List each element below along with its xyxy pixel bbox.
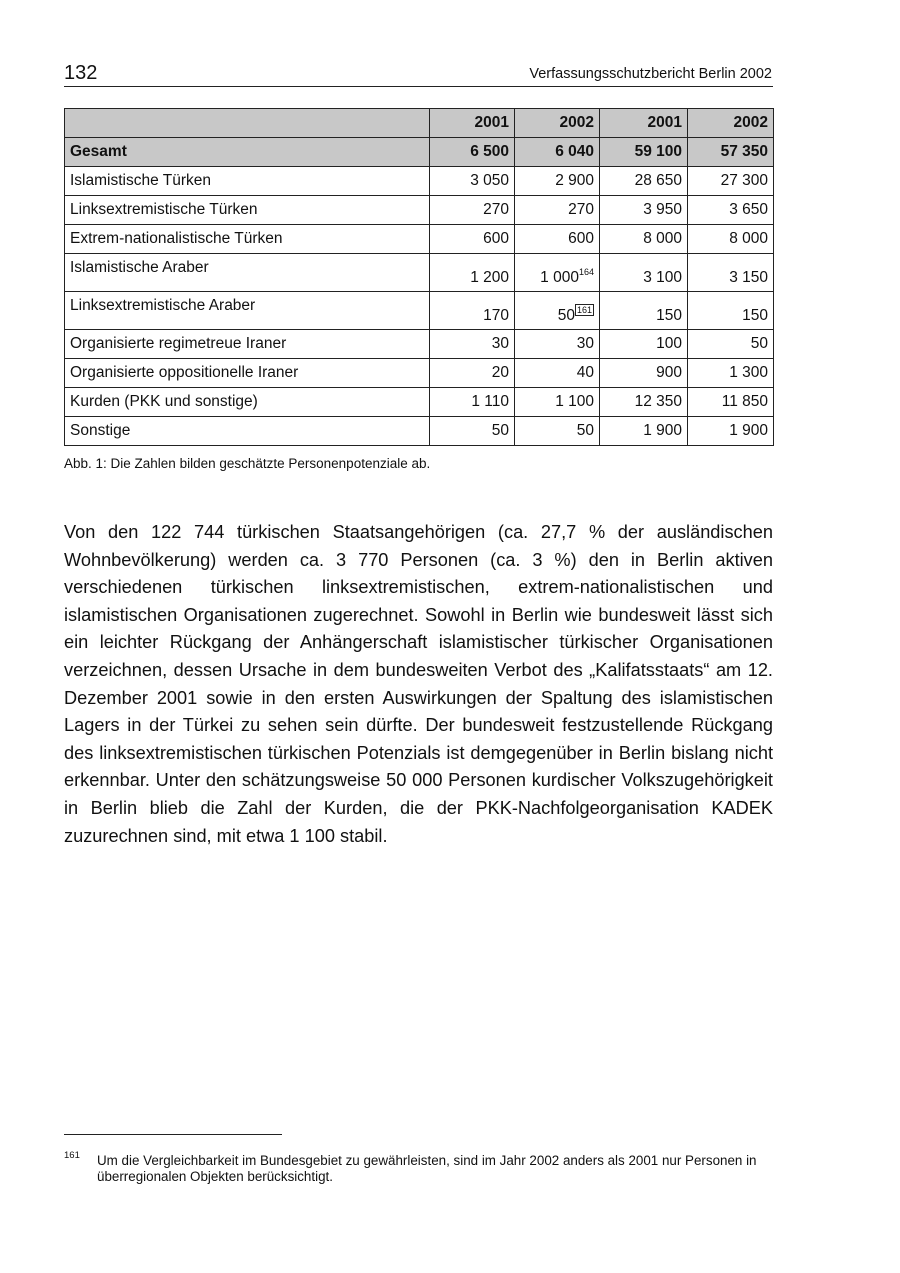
value-text: 50 — [557, 307, 575, 324]
value-cell: 8 000 — [688, 225, 774, 254]
header-empty-cell — [65, 109, 430, 138]
row-label: Organisierte regimetreue Iraner — [65, 330, 430, 359]
personenpotenziale-table — [64, 108, 774, 446]
value-cell: 270 — [430, 196, 515, 225]
row-label: Sonstige — [65, 417, 430, 446]
value-cell: 270 — [515, 196, 600, 225]
value-cell: 8 000 — [600, 225, 688, 254]
footnote-text: Um die Vergleichbarkeit im Bundesgebiet zu gewährleisten, sind im Jahr 2002 anders als 2001 nur Personen in überregionalen Objekten berücksichtigt. — [97, 1153, 757, 1184]
table-row — [65, 388, 774, 417]
footnote-number: 161 — [64, 1150, 80, 1161]
value-cell: 3 150 — [688, 254, 774, 292]
value-cell: 600 — [430, 225, 515, 254]
value-cell: 50 — [515, 417, 600, 446]
value-cell: 40 — [515, 359, 600, 388]
header-year-cell: 2001 — [600, 109, 688, 138]
table-header-row — [65, 109, 774, 138]
value-cell: 1 110 — [430, 388, 515, 417]
table-row — [65, 167, 774, 196]
value-cell: 11 850 — [688, 388, 774, 417]
row-label: Islamistische Türken — [65, 167, 430, 196]
value-cell: 1 200 — [430, 254, 515, 292]
value-cell-with-footnote — [515, 254, 600, 292]
value-cell: 27 300 — [688, 167, 774, 196]
table-row — [65, 330, 774, 359]
row-label: Linksextremistische Araber — [65, 292, 430, 330]
value-cell: 170 — [430, 292, 515, 330]
value-cell: 100 — [600, 330, 688, 359]
value-cell: 6 500 — [430, 138, 515, 167]
value-cell-with-footnote — [515, 292, 600, 330]
value-cell: 600 — [515, 225, 600, 254]
table-row — [65, 225, 774, 254]
row-label: Linksextremistische Türken — [65, 196, 430, 225]
value-cell: 50 — [430, 417, 515, 446]
value-cell: 2 900 — [515, 167, 600, 196]
value-cell: 1 100 — [515, 388, 600, 417]
running-title: Verfassungsschutzbericht Berlin 2002 — [529, 66, 772, 82]
value-cell: 3 050 — [430, 167, 515, 196]
row-label: Extrem-nationalistische Türken — [65, 225, 430, 254]
table-row — [65, 292, 774, 330]
header-rule — [64, 86, 773, 87]
value-cell: 6 040 — [515, 138, 600, 167]
value-cell: 30 — [515, 330, 600, 359]
value-cell: 12 350 — [600, 388, 688, 417]
value-cell: 1 900 — [600, 417, 688, 446]
value-cell: 28 650 — [600, 167, 688, 196]
row-label: Organisierte oppositionelle Iraner — [65, 359, 430, 388]
value-cell: 50 — [688, 330, 774, 359]
value-text: 1 000 — [540, 269, 579, 286]
value-cell: 150 — [600, 292, 688, 330]
page-number: 132 — [64, 62, 98, 84]
row-label: Kurden (PKK und sonstige) — [65, 388, 430, 417]
figure-caption: Abb. 1: Die Zahlen bilden geschätzte Personenpotenziale ab. — [64, 456, 431, 471]
footnote-rule — [64, 1134, 282, 1135]
table-row — [65, 359, 774, 388]
value-cell: 900 — [600, 359, 688, 388]
header-year-cell: 2001 — [430, 109, 515, 138]
footnote-mark: 164 — [578, 267, 594, 277]
value-cell: 1 300 — [688, 359, 774, 388]
value-cell: 3 100 — [600, 254, 688, 292]
table-row — [65, 417, 774, 446]
value-cell: 3 650 — [688, 196, 774, 225]
value-cell: 59 100 — [600, 138, 688, 167]
row-label: Gesamt — [65, 138, 430, 167]
body-paragraph: Von den 122 744 türkischen Staatsangehörigen (ca. 27,7 % der ausländischen Wohnbevölkerung) werden ca. 3 770 Personen (ca. 3 %) den in Berlin aktiven verschiedenen türkischen linksextremistischen, extrem-nationalistischen und islamistischen Organisationen zugerechnet. Sowohl in Berlin wie bundesweit lässt sich ein leichter Rückgang der Anhängerschaft islamistischer türkischer Organisationen verzeichnen, dessen Ursache in dem bundesweiten Verbot des „Kalifatsstaats“ am 12. Dezember 2001 sowie in den ersten Auswirkungen der Spaltung des islamistischen Lagers in der Türkei zu sehen sein dürfte. Der bundesweit festzustellende Rückgang des linksextremistischen türkischen Potenzials ist demgegenüber in Berlin bislang nicht erkennbar. Unter den schätzungsweise 50 000 Personen kurdischer Volkszugehörigkeit in Berlin blieb die Zahl der Kurden, die der PKK-Nachfolgeorganisation KADEK zuzurechnen sind, mit etwa 1 100 stabil. — [64, 522, 773, 846]
row-label: Islamistische Araber — [65, 254, 430, 292]
value-cell: 30 — [430, 330, 515, 359]
value-cell: 57 350 — [688, 138, 774, 167]
table-row — [65, 254, 774, 292]
total-row — [65, 138, 774, 167]
footnote-link-mark[interactable]: 161 — [576, 305, 592, 315]
header-year-cell: 2002 — [688, 109, 774, 138]
header-year-cell: 2002 — [515, 109, 600, 138]
table-row — [65, 196, 774, 225]
value-cell: 1 900 — [688, 417, 774, 446]
value-cell: 150 — [688, 292, 774, 330]
value-cell: 20 — [430, 359, 515, 388]
value-cell: 3 950 — [600, 196, 688, 225]
